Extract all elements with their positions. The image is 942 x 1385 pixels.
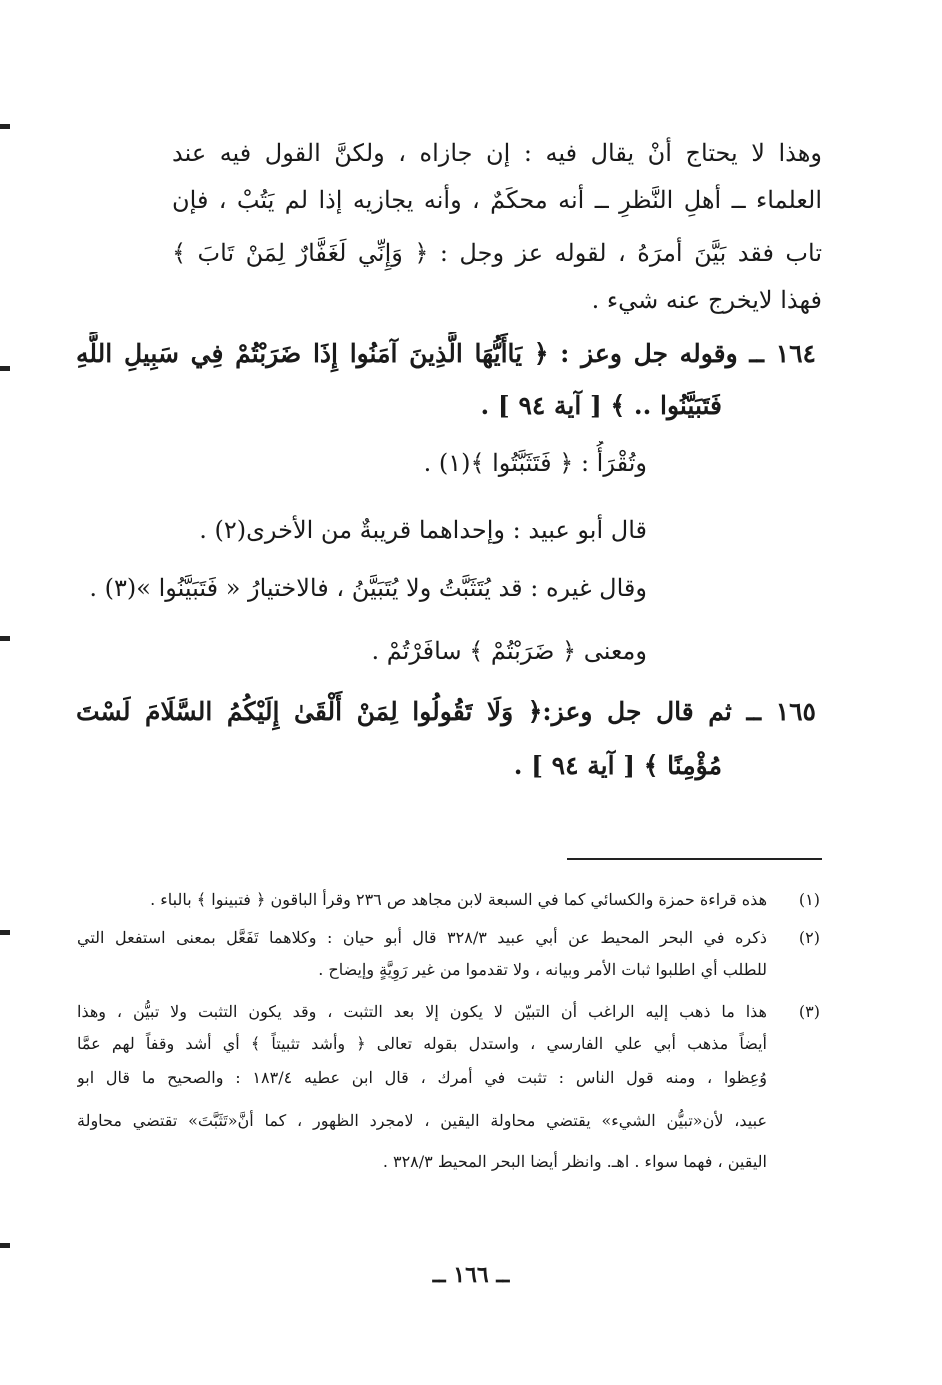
footnote-text: عبيد، لأن«تبيُّن الشيء» يقتضي محاولة اليقين ، لامجرد الظهور ، كما أنَّ«تَثَبَّتَ» تقتضي محاولة <box>77 1111 767 1130</box>
footnote-text: وُعِظوا ، ومنه قول الناس : تثبت في أمرك ، قال ابن عطيه ١٨٣/٤ : والصحيح ما قال ابو <box>77 1068 767 1087</box>
entry-165-line: ١٦٥ ــ ثم قال جل وعز:﴿ وَلَا تَقُولُوا لِمَنْ أَلْقَىٰ إِلَيْكُمُ السَّلَامَ لَسْتَ <box>76 697 816 726</box>
reading-note: وتُقْرَأُ : ﴿ فَتَثَبَّتُوا ﴾(١) . <box>423 449 647 477</box>
footnote-text: هذه قراءة حمزة والكسائي كما في السبعة لابن مجاهد ص ٢٣٦ وقرأ الباقون ﴿ فتبينوا ﴾ بالباء . <box>150 890 767 909</box>
footnote-text: ذكره في البحر المحيط عن أبي عبيد ٣٢٨/٣ قال أبو حيان : وكلاهما تَفَعَّل بمعنى استفعل التي <box>77 928 767 947</box>
footnote-text: أيضاً مذهب أبي علي الفارسي ، واستدل بقوله تعالى ﴿ وأشد تثبيتاً ﴾ أي أشد وقفاً لهم عمَّا <box>77 1034 767 1053</box>
footnote-text: هذا ما ذهب إليه الراغب أن التبيّن لا يكون إلا بعد التثبت ، وقد يكون التثبت ولا تبيُّن ، وهذا <box>77 1002 767 1021</box>
reading-note: قال أبو عبيد : وإحداهما قريبةٌ من الأخرى(٢) . <box>199 516 647 544</box>
footnote-number: (٢) <box>798 928 820 947</box>
footnote-number: (١) <box>798 890 820 909</box>
paragraph-line: تاب فقد بَيَّنَ أمرَهُ ، لقوله عز وجل : ﴿ وَإِنِّي لَغَفَّارٌ لِمَنْ تَابَ ﴾ <box>172 239 822 267</box>
margin-mark <box>0 930 10 935</box>
reading-note: وقال غيره : قد يُتَثَبَّتُ ولا يُتَبَيَّنُ ، فالاختيارُ « فَتَبَيَّنُوا »(٣) . <box>89 574 647 602</box>
margin-mark <box>0 124 10 129</box>
reading-note: ومعنى ﴿ ضَرَبْتُمْ ﴾ سافَرْتُمْ . <box>371 637 647 665</box>
footnote-separator <box>567 858 822 860</box>
paragraph-line: العلماء ــ أهلِ النَّظرِ ــ أنه محكَمٌ ، وأنه يجازيه إذا لم يَتُبْ ، فإن <box>172 186 822 214</box>
footnote-text: اليقين ، فهما سواء . اهـ. وانظر أيضا البحر المحيط ٣٢٨/٣ . <box>382 1152 767 1171</box>
footnote-text: للطلب أي اطلبوا ثبات الأمر وبيانه ، ولا تقدموا من غير رَوِيَّةٍ وإيضاح . <box>318 960 767 979</box>
paragraph-line: وهذا لا يحتاج أنْ يقال فيه : إن جازاه ، ولكنَّ القول فيه عند <box>172 139 822 167</box>
entry-165-line: مُؤْمِنًا ﴾ [ آية ٩٤ ] . <box>513 751 722 780</box>
margin-mark <box>0 366 10 371</box>
page-number: ــ ١٦٦ ــ <box>432 1262 510 1288</box>
margin-mark <box>0 636 10 641</box>
margin-mark <box>0 1243 10 1248</box>
entry-164-line: فَتَبَيَّنُوا .. ﴾ [ آية ٩٤ ] . <box>480 391 722 420</box>
paragraph-line: فهذا لايخرج عنه شيء . <box>591 286 822 314</box>
footnote-number: (٣) <box>798 1002 820 1021</box>
entry-164-line: ١٦٤ ــ وقوله جل وعز : ﴿ يَاأَيُّهَا الَّذِينَ آمَنُوا إِذَا ضَرَبْتُمْ فِي سَبِيلِ اللَّهِ <box>76 339 816 368</box>
